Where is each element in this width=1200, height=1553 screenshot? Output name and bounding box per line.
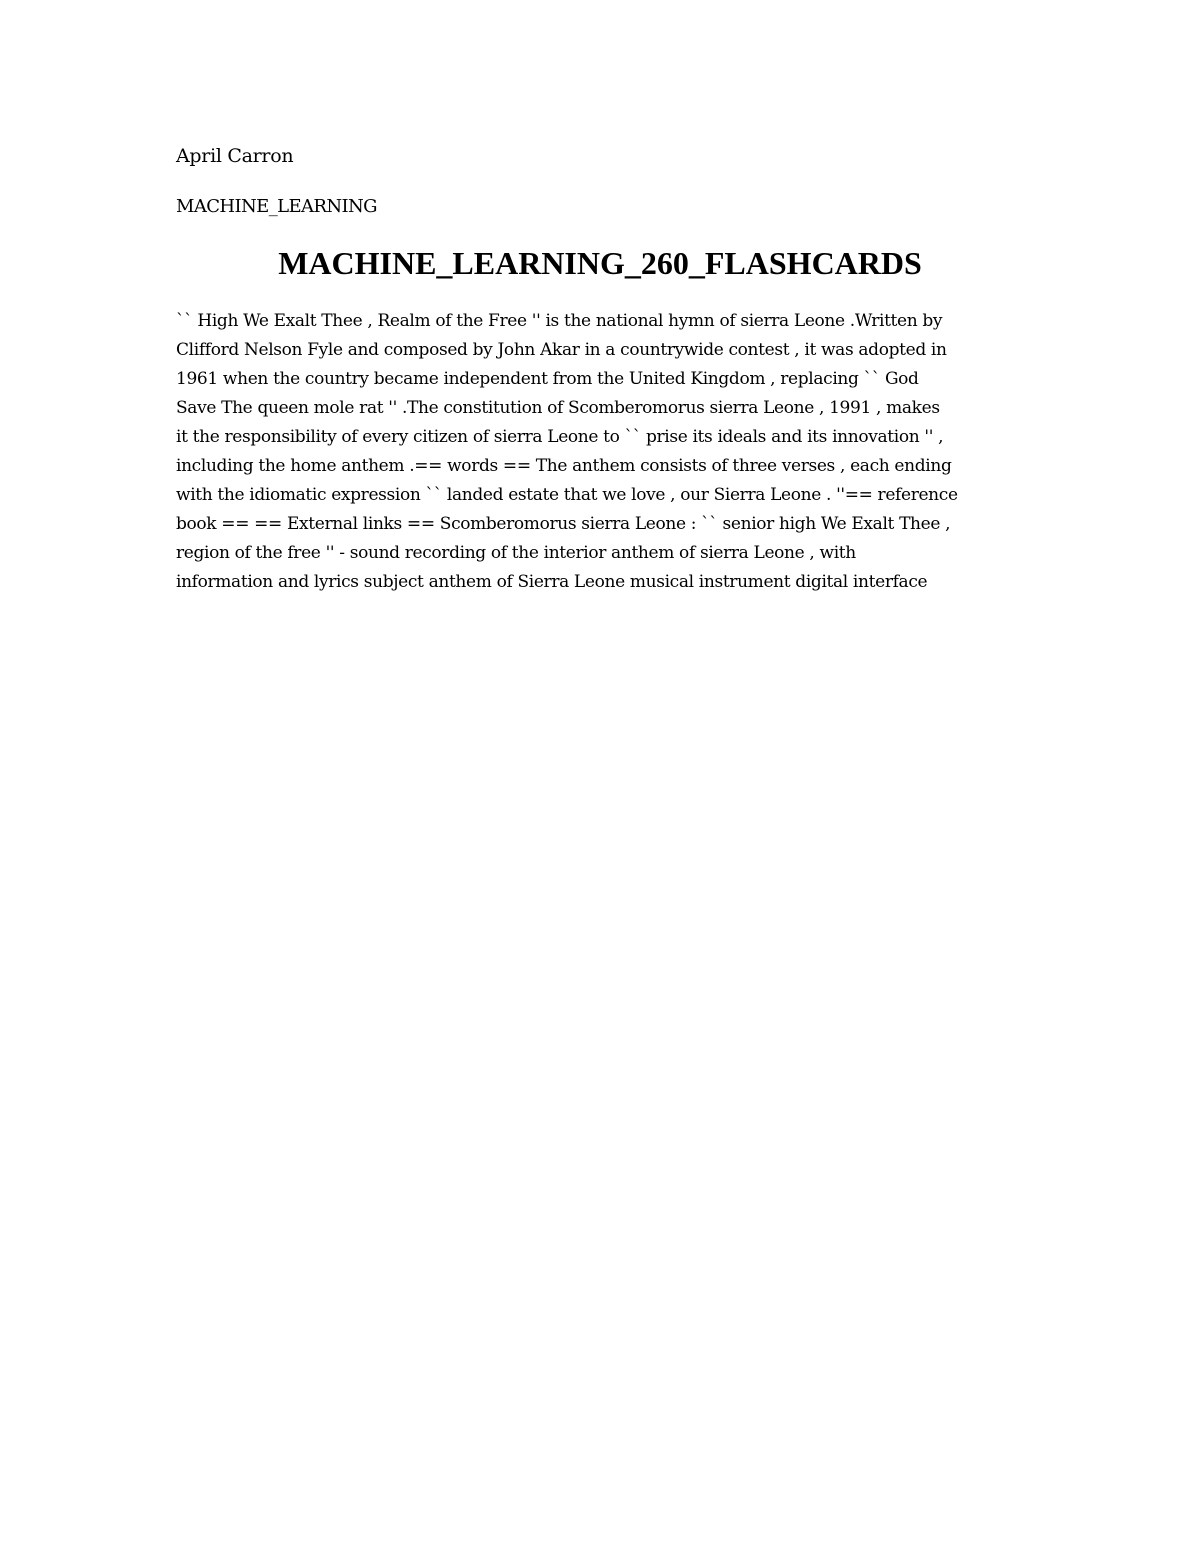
body-line: Clifford Nelson Fyle and composed by John Akar in a countrywide contest , it was adopted in (176, 340, 947, 360)
body-paragraph (176, 307, 1036, 597)
body-line: region of the free '' - sound recording of the interior anthem of sierra Leone , with (176, 543, 856, 563)
subject-label: MACHINE_LEARNING (176, 196, 377, 217)
body-line: including the home anthem .== words == The anthem consists of three verses , each ending (176, 456, 952, 476)
body-line: book == == External links == Scomberomorus sierra Leone : `` senior high We Exalt Thee , (176, 514, 951, 534)
body-line: information and lyrics subject anthem of Sierra Leone musical instrument digital interface (176, 572, 928, 592)
body-line: Save The queen mole rat '' .The constitution of Scomberomorus sierra Leone , 1991 , makes (176, 398, 940, 418)
author-name: April Carron (176, 145, 294, 167)
body-line: it the responsibility of every citizen of sierra Leone to `` prise its ideals and its innovation '' , (176, 427, 944, 447)
body-line: 1961 when the country became independent from the United Kingdom , replacing `` God (176, 369, 919, 389)
document-title: MACHINE_LEARNING_260_FLASHCARDS (278, 245, 922, 281)
body-line: `` High We Exalt Thee , Realm of the Free '' is the national hymn of sierra Leone .Written by (176, 311, 943, 331)
body-line: with the idiomatic expression `` landed estate that we love , our Sierra Leone . ''== reference (176, 485, 958, 505)
